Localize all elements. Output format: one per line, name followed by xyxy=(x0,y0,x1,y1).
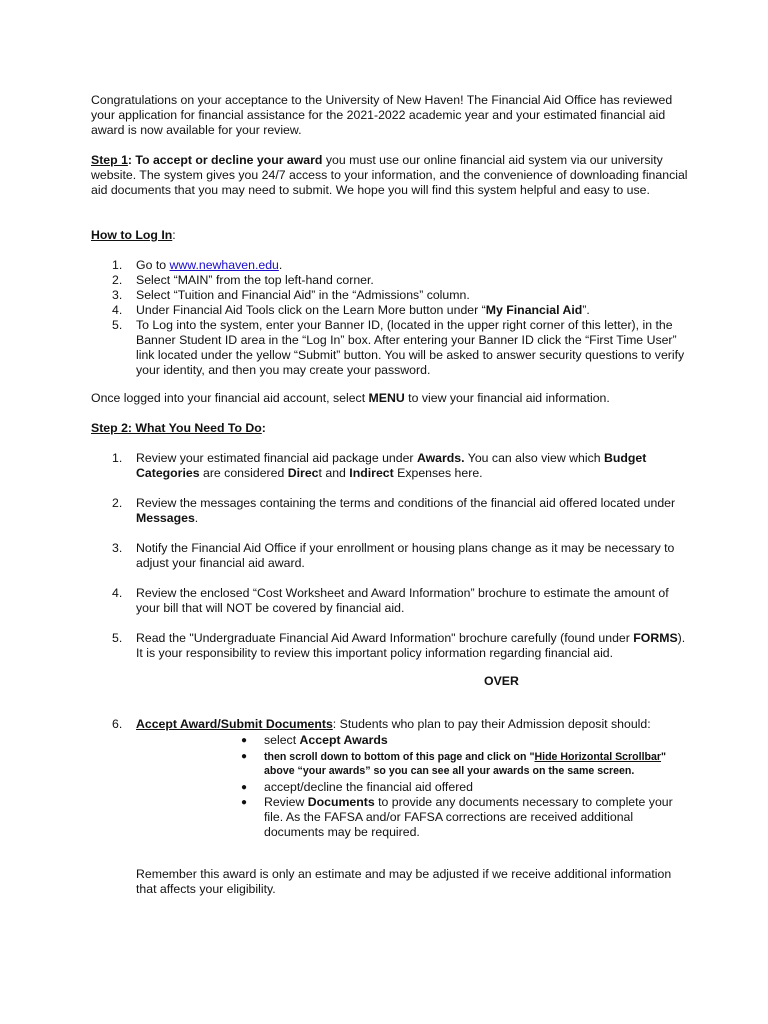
login-heading: How to Log In: xyxy=(91,228,176,242)
step2-heading: Step 2: What You Need To Do: xyxy=(91,421,266,435)
list-item: ● accept/decline the financial aid offered xyxy=(241,780,473,794)
over-label: OVER xyxy=(484,674,519,688)
step1-label: Step 1 xyxy=(91,153,128,167)
list-item: 4. Under Financial Aid Tools click on the Learn More button under “My Financial Aid”. xyxy=(112,303,590,317)
bullet-icon: ● xyxy=(241,797,248,808)
list-item: 2. Select “MAIN” from the top left-hand corner. xyxy=(112,273,374,287)
menu-paragraph: Once logged into your financial aid account, select MENU to view your financial aid information. xyxy=(91,391,610,405)
accept-award-label: Accept Award/Submit Documents xyxy=(136,717,333,731)
list-item: 5. To Log into the system, enter your Banner ID, (located in the upper right corner of this letter), in the Banner Student ID area in the “Log In” box. After entering your Banner ID click the “First Time User” link located under the yellow “Submit” button. You will be asked to answer security questions to verify your identity, and then you may create your password. xyxy=(112,318,685,377)
closing-paragraph: Remember this award is only an estimate and may be adjusted if we receive additional information that affects your eligibility. xyxy=(136,867,672,896)
list-item: 5. Read the "Undergraduate Financial Aid Award Information" brochure carefully (found under FORMS). It is your responsibility to review this important policy information regarding financial aid. xyxy=(112,631,686,660)
newhaven-link[interactable]: www.newhaven.edu xyxy=(169,258,279,272)
list-item: ● select Accept Awards xyxy=(241,733,388,747)
list-item: 3. Select “Tuition and Financial Aid” in the “Admissions” column. xyxy=(112,288,470,302)
step1-text: you must use our online financial aid system via our university website. The system gives you 24/7 access to your information, and the convenience of downloading financial aid documents that you may need to submit. We hope you will find this system helpful and easy to use. xyxy=(91,153,688,197)
list-item: ● then scroll down to bottom of this page and click on "Hide Horizontal Scrollbar" above “your awards” so you can see all your awards on the same screen. xyxy=(241,751,667,777)
step1-bold-text: To accept or decline your award xyxy=(132,153,323,167)
list-item: 6. Accept Award/Submit Documents: Students who plan to pay their Admission deposit should: xyxy=(112,717,651,731)
bullet-icon: ● xyxy=(241,751,248,762)
step2-list xyxy=(91,451,691,661)
item6-bullets xyxy=(238,733,678,840)
bullet-icon: ● xyxy=(241,735,248,746)
list-item: 3. Notify the Financial Aid Office if your enrollment or housing plans change as it may be necessary to adjust your financial aid award. xyxy=(112,541,675,570)
hide-scrollbar-text: Hide Horizontal Scrollbar xyxy=(534,751,662,763)
list-item: 1. Go to www.newhaven.edu. xyxy=(112,258,283,272)
step1-colon: : xyxy=(127,153,133,167)
list-item: 4. Review the enclosed “Cost Worksheet and Award Information” brochure to estimate the amount of your bill that will NOT be covered by financial aid. xyxy=(112,586,669,615)
bullet-icon: ● xyxy=(241,782,248,793)
item6-list xyxy=(91,717,691,732)
list-item: 1. Review your estimated financial aid package under Awards. You can also view which Budget Categories are considered Direct and Indirect Expenses here. xyxy=(112,451,647,480)
step1-paragraph xyxy=(91,153,691,198)
list-item: 2. Review the messages containing the terms and conditions of the financial aid offered located under Messages. xyxy=(112,496,676,525)
intro-paragraph: Congratulations on your acceptance to the University of New Haven! The Financial Aid Office has reviewed your application for financial assistance for the 2021-2022 academic year and your estimated financial aid award is now available for your review. xyxy=(91,93,673,137)
login-steps-list xyxy=(91,258,691,378)
list-item: ● Review Documents to provide any documents necessary to complete your file. As the FAFSA and/or FAFSA corrections are received additional documents may be required. xyxy=(241,795,673,839)
